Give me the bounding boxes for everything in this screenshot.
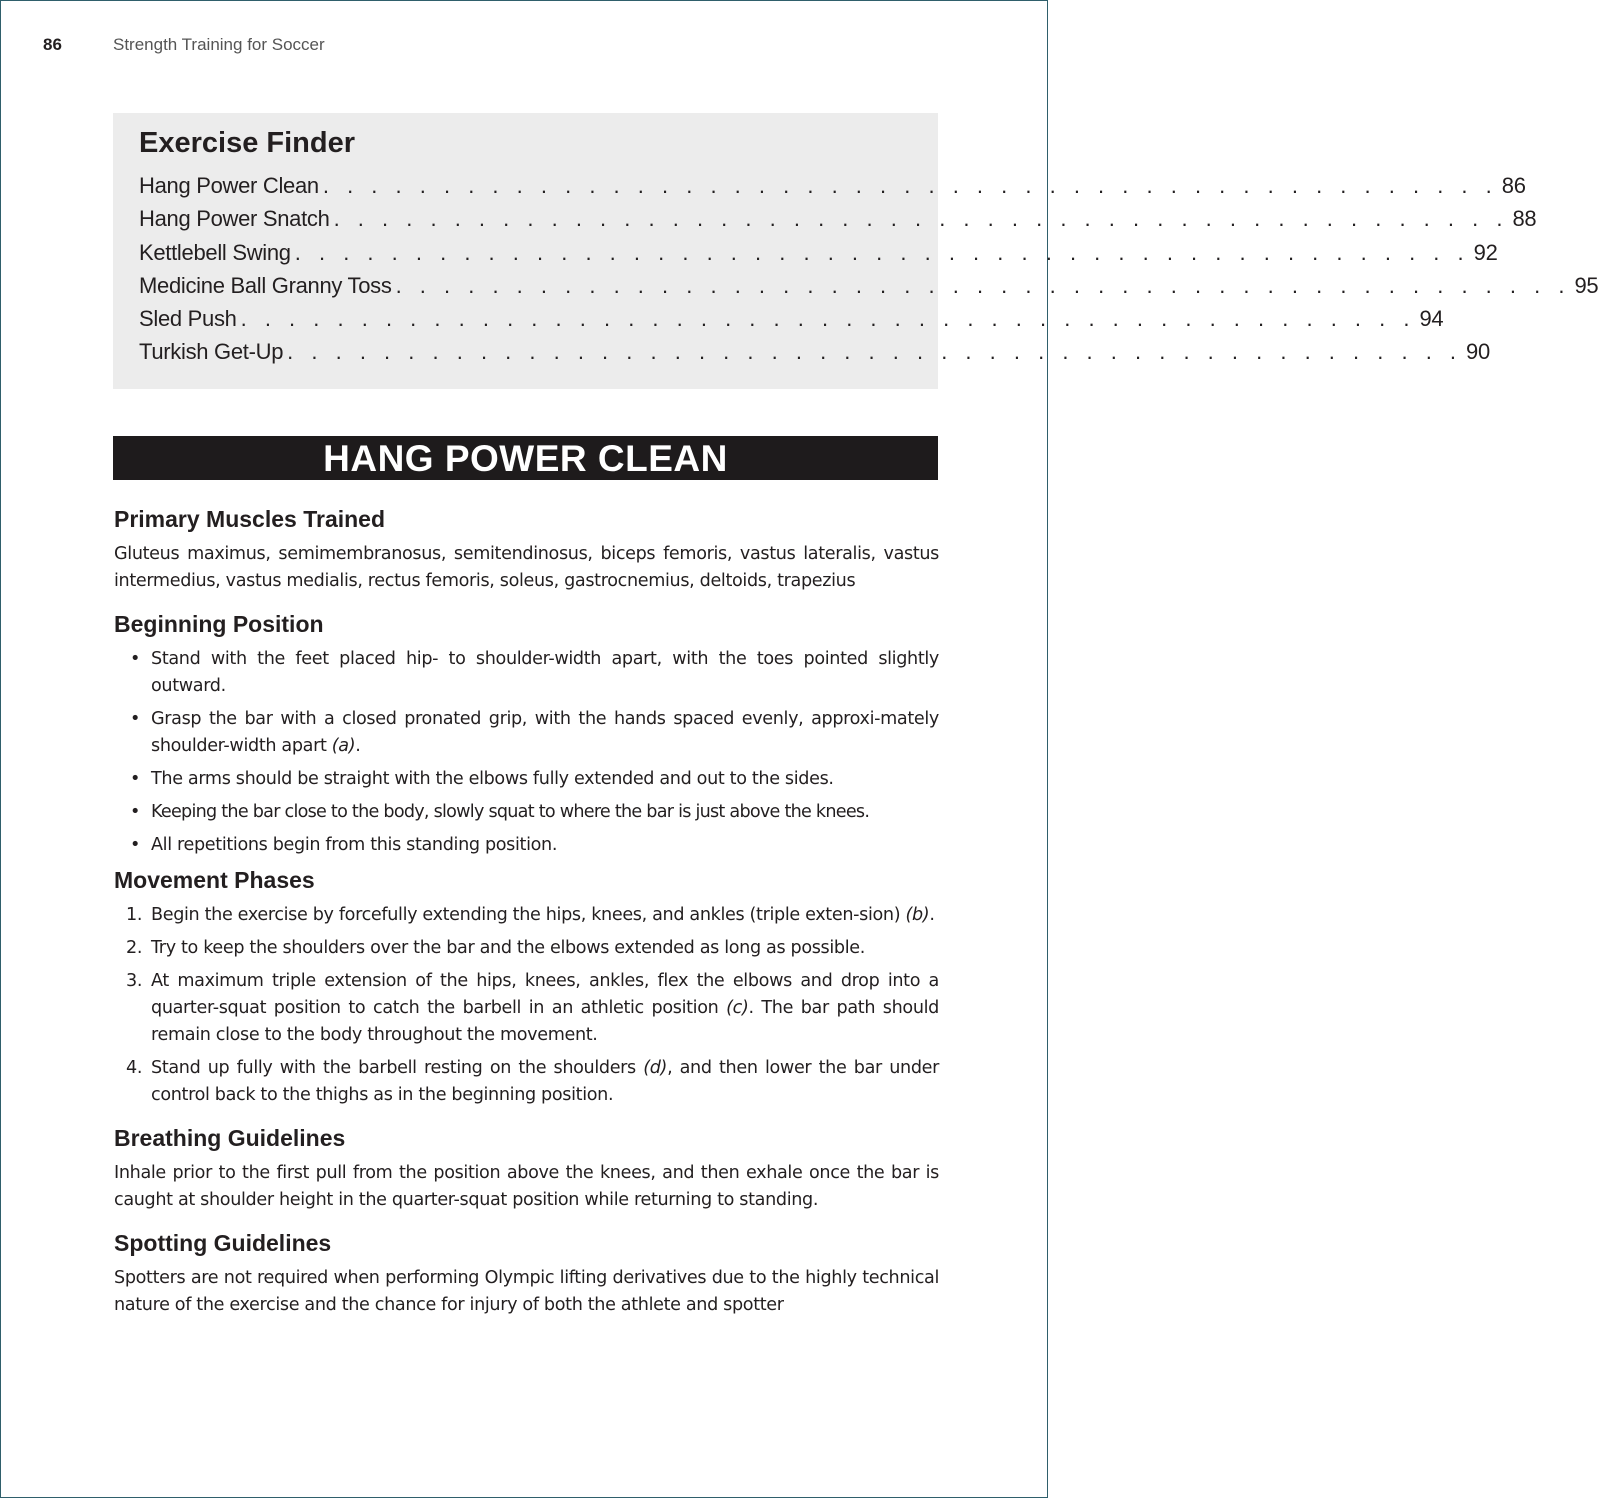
- list-item-text: Keeping the bar close to the body, slowly squat to where the bar is just above the knees.: [151, 802, 870, 822]
- primary-muscles-heading: Primary Muscles Trained: [114, 506, 386, 532]
- finder-entry-name: Hang Power Clean: [139, 173, 319, 198]
- finder-entry-name: Turkish Get-Up: [139, 339, 284, 365]
- list-item: [114, 706, 939, 760]
- list-item-text-end: .: [355, 736, 361, 756]
- figure-reference: (a): [331, 736, 356, 756]
- list-item: [114, 902, 939, 929]
- finder-entry-page: 88: [1512, 206, 1537, 232]
- finder-entry[interactable]: [139, 169, 1526, 202]
- figure-reference: (b): [905, 905, 930, 925]
- dot-leader: . . . . . . . . . . . . . . . . . . . . . . . . . . . . . . . . . . . . . . . . . . . . . . . . .: [287, 339, 1463, 365]
- spotting-heading: Spotting Guidelines: [114, 1230, 332, 1256]
- list-item: [114, 935, 939, 962]
- dot-leader: . . . . . . . . . . . . . . . . . . . . . . . . . . . . . . . . . . . . . . . . . . . . . . . . .: [395, 272, 1571, 298]
- list-item-text-end: , and then lower the bar under control back to the thighs as in the beginning position.: [151, 1058, 939, 1105]
- list-item: [114, 832, 939, 859]
- figure-reference: (d): [643, 1058, 668, 1078]
- finder-entry-name: Kettlebell Swing: [139, 239, 291, 265]
- step-number: 3.: [126, 971, 143, 991]
- finder-entry-name: Sled Push: [139, 306, 237, 332]
- movement-phases-list: [114, 902, 939, 1109]
- page-number: 86: [43, 35, 62, 54]
- breathing-text: Inhale prior to the first pull from the position above the knees, and then exhale once the bar is caught at shoulder height in the quarter-squat position while returning to standing.: [114, 1163, 939, 1210]
- exercise-title-banner: HANG POWER CLEAN: [113, 436, 938, 480]
- movement-phases-heading: Movement Phases: [114, 867, 315, 893]
- list-item: [114, 799, 939, 826]
- primary-muscles-section: [114, 506, 939, 595]
- finder-entry[interactable]: [139, 302, 1444, 335]
- finder-entry-page: 95: [1574, 272, 1598, 298]
- dot-leader: . . . . . . . . . . . . . . . . . . . . . . . . . . . . . . . . . . . . . . . . . . . . . . . . .: [240, 306, 1416, 332]
- list-item: [114, 646, 939, 700]
- spotting-section: [114, 1230, 939, 1319]
- breathing-section: [114, 1125, 939, 1214]
- primary-muscles-text: Gluteus maximus, semimembranosus, semitendinosus, biceps femoris, vastus lateralis, vastus intermedius, vastus medialis, rectus femoris, soleus, gastrocnemius, deltoids, trapezius: [114, 544, 939, 591]
- bullet-icon: •: [130, 769, 141, 789]
- spotting-text: Spotters are not required when performing Olympic lifting derivatives due to the highly technical nature of the exercise and the chance for injury of both the athlete and spotter: [114, 1268, 939, 1315]
- list-item-text: The arms should be straight with the elbows fully extended and out to the sides.: [151, 769, 834, 789]
- finder-entry-page: 94: [1419, 306, 1444, 332]
- list-item-text: Try to keep the shoulders over the bar and the elbows extended as long as possible.: [151, 938, 865, 958]
- finder-entry-page: 90: [1466, 339, 1490, 365]
- finder-entry-page: 92: [1473, 239, 1498, 265]
- finder-entry[interactable]: [139, 335, 1490, 368]
- list-item: [114, 766, 939, 793]
- beginning-position-heading: Beginning Position: [114, 611, 324, 637]
- step-number: 4.: [126, 1058, 143, 1078]
- list-item: [114, 1055, 939, 1109]
- finder-entry[interactable]: [139, 236, 1498, 269]
- dot-leader: . . . . . . . . . . . . . . . . . . . . . . . . . . . . . . . . . . . . . . . . . . . . . . . . .: [333, 206, 1509, 232]
- finder-entry[interactable]: [139, 269, 1598, 302]
- movement-phases-section: [114, 867, 939, 1109]
- list-item-text: At maximum triple extension of the hips, knees, ankles, flex the elbows and drop into a quarter-squat position to catch the barbell in an athletic position: [151, 971, 939, 1018]
- dot-leader: . . . . . . . . . . . . . . . . . . . . . . . . . . . . . . . . . . . . . . . . . . . . . . . . .: [294, 239, 1470, 265]
- bullet-icon: •: [130, 649, 141, 669]
- list-item-text-end: . The bar path should remain close to the body throughout the movement.: [151, 998, 939, 1045]
- list-item-text: Grasp the bar with a closed pronated grip, with the hands spaced evenly, approxi-mately shoulder-width apart: [151, 709, 939, 756]
- finder-entry-name: Hang Power Snatch: [139, 206, 330, 232]
- exercise-finder-box: [113, 113, 1598, 389]
- exercise-finder-title: Exercise Finder: [139, 127, 355, 159]
- list-item-text-end: .: [929, 905, 935, 925]
- list-item-text: Begin the exercise by forcefully extending the hips, knees, and ankles (triple exten-sion): [151, 905, 906, 925]
- list-item-text: Stand up fully with the barbell resting on the shoulders: [151, 1058, 644, 1078]
- figure-reference: (c): [726, 998, 749, 1018]
- finder-entry-name: Medicine Ball Granny Toss: [139, 272, 392, 298]
- book-title: Strength Training for Soccer: [113, 35, 325, 54]
- exercise-content: [114, 506, 939, 1335]
- dot-leader: . . . . . . . . . . . . . . . . . . . . . . . . . . . . . . . . . . . . . . . . . . . . . . . . .: [322, 173, 1498, 198]
- beginning-position-section: [114, 611, 939, 859]
- beginning-position-list: [114, 646, 939, 859]
- bullet-icon: •: [130, 802, 140, 822]
- finder-entry[interactable]: [139, 202, 1537, 235]
- bullet-icon: •: [130, 709, 141, 729]
- breathing-heading: Breathing Guidelines: [114, 1125, 346, 1151]
- step-number: 1.: [126, 905, 143, 925]
- bullet-icon: •: [130, 835, 141, 855]
- step-number: 2.: [126, 938, 143, 958]
- list-item-text: All repetitions begin from this standing position.: [151, 835, 558, 855]
- list-item-text: Stand with the feet placed hip- to shoulder-width apart, with the toes pointed slightly outward.: [151, 649, 939, 696]
- finder-entry-page: 86: [1501, 173, 1526, 198]
- running-head: [43, 35, 325, 55]
- list-item: [114, 968, 939, 1049]
